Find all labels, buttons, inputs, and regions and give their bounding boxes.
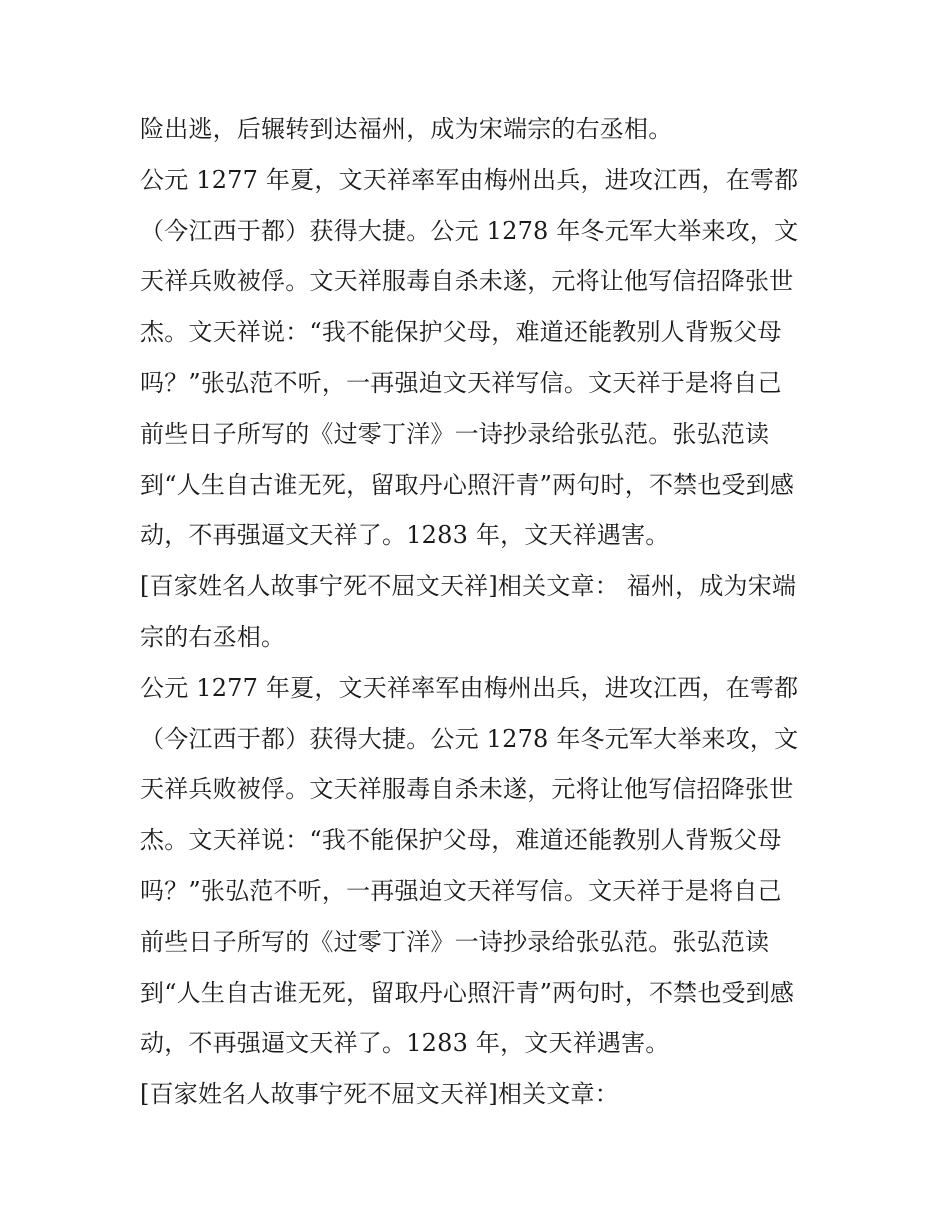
text-line: （今江西于都）获得大捷。公元 1278 年冬元军大举来攻，文 [140, 724, 799, 753]
text-line: 动，不再强逼文天祥了。1283 年，文天祥遇害。 [140, 521, 670, 550]
text-line: 天祥兵败被俘。文天祥服毒自杀未遂，元将让他写信招降张世 [140, 267, 794, 296]
text-line: 前些日子所写的《过零丁洋》一诗抄录给张弘范。张弘范读 [140, 419, 770, 448]
text-line: 天祥兵败被俘。文天祥服毒自杀未遂，元将让他写信招降张世 [140, 775, 794, 804]
body-text [140, 104, 830, 1120]
text-line: 杰。文天祥说：“我不能保护父母，难道还能教别人背叛父母 [140, 318, 782, 347]
text-line: 杰。文天祥说：“我不能保护父母，难道还能教别人背叛父母 [140, 826, 782, 855]
text-line: 宗的右丞相。 [140, 622, 286, 651]
text-line: 到“人生自古谁无死，留取丹心照汗青”两句时，不禁也受到感 [140, 470, 795, 499]
text-line: 公元 1277 年夏，文天祥率军由梅州出兵，进攻江西，在雩都 [140, 673, 799, 702]
text-line: 险出逃，后辗转到达福州，成为宋端宗的右丞相。 [140, 115, 673, 143]
text-line: [百家姓名人故事宁死不屈文天祥]相关文章： [140, 1080, 619, 1109]
text-line: 动，不再强逼文天祥了。1283 年，文天祥遇害。 [140, 1029, 670, 1058]
text-line: 前些日子所写的《过零丁洋》一诗抄录给张弘范。张弘范读 [140, 927, 770, 956]
text-line: 吗？”张弘范不听，一再强迫文天祥写信。文天祥于是将自己 [140, 368, 782, 397]
text-line: 公元 1277 年夏，文天祥率军由梅州出兵，进攻江西，在雩都 [140, 165, 799, 194]
text-line: （今江西于都）获得大捷。公元 1278 年冬元军大举来攻，文 [140, 216, 799, 245]
text-line: 吗？”张弘范不听，一再强迫文天祥写信。文天祥于是将自己 [140, 876, 782, 905]
text-line: [百家姓名人故事宁死不屈文天祥]相关文章： 福州，成为宋端 [140, 572, 797, 601]
text-line: 到“人生自古谁无死，留取丹心照汗青”两句时，不禁也受到感 [140, 978, 795, 1007]
